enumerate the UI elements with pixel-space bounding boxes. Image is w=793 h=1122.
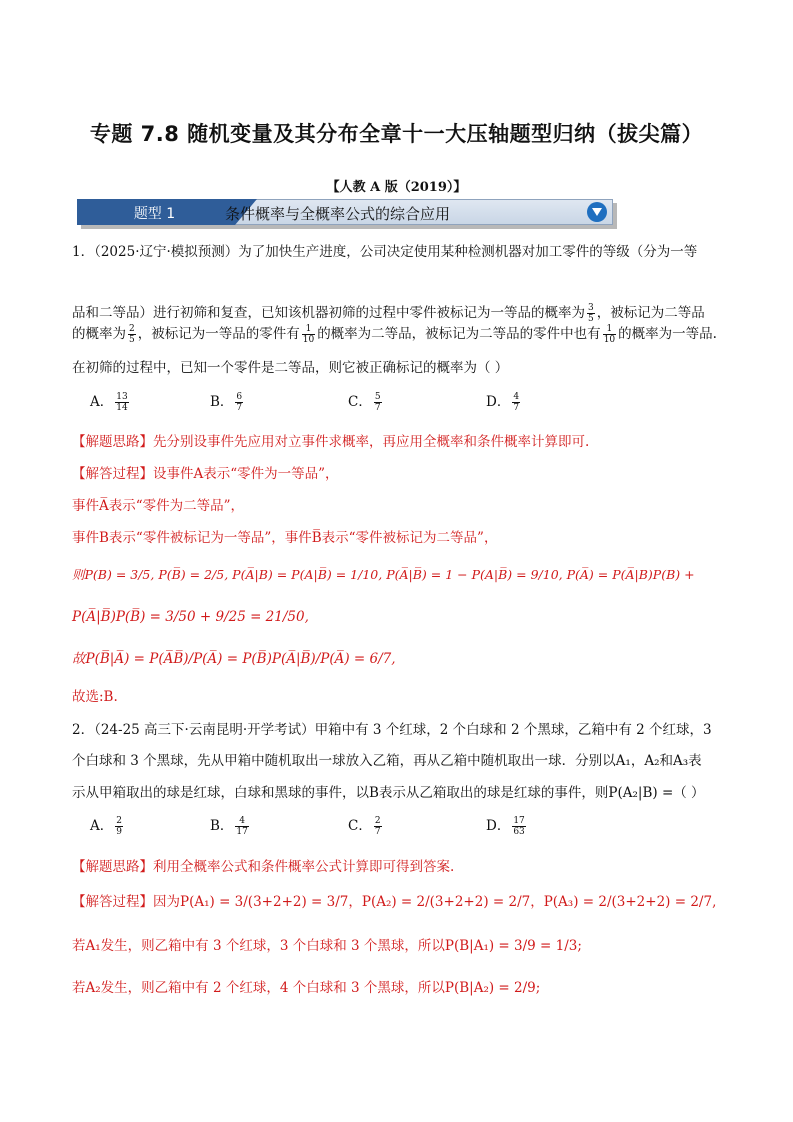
section-banner xyxy=(77,199,613,225)
denominator: 63 xyxy=(513,827,525,837)
q2-line2: 个白球和 3 个黑球，先从甲箱中随机取出一球放入乙箱，再从乙箱中随机取出一球．分别以A₁，A₂和A₃表 xyxy=(72,753,702,769)
q1-solution-step5: P(A̅|B̅)P(B̅) = 3/50 + 9/25 = 21/50, xyxy=(72,609,309,625)
q2-solution-idea: 【解题思路】利用全概率公式和条件概率公式计算即可得到答案. xyxy=(72,859,455,875)
chevron-down-circle-icon[interactable] xyxy=(587,202,607,222)
option-label: A． xyxy=(90,394,114,410)
denominator: 7 xyxy=(236,403,243,413)
q1-line3 xyxy=(72,324,717,345)
fraction xyxy=(235,816,248,837)
option-label: D． xyxy=(486,818,511,834)
section-tab-label: 题型 1 xyxy=(133,206,176,222)
q2-solution-step2: 若A₁发生，则乙箱中有 3 个红球，3 个白球和 3 个黑球，所以P(B|A₁) = 3/9 = 1/3; xyxy=(72,938,582,954)
q2-solution-step3: 若A₂发生，则乙箱中有 2 个红球，4 个白球和 3 个黑球，所以P(B|A₂) = 2/9; xyxy=(72,980,541,996)
q1-line2 xyxy=(72,303,705,324)
option-label: B． xyxy=(210,394,234,410)
numerator: 3 xyxy=(588,303,594,313)
option-label: A． xyxy=(90,818,114,834)
option-label: C． xyxy=(348,394,372,410)
q2-line3: 示从甲箱取出的球是红球，白球和黑球的事件，以B表示从乙箱取出的球是红球的事件，则P(A₂|B) =（ ） xyxy=(72,785,705,801)
denominator: 5 xyxy=(588,314,594,324)
numerator: 17 xyxy=(513,816,525,826)
fraction xyxy=(302,324,315,345)
page-title: 专题 7.8 随机变量及其分布全章十一大压轴题型归纳（拔尖篇） xyxy=(89,122,704,146)
fraction xyxy=(603,324,616,345)
denominator: 10 xyxy=(603,335,616,345)
q1-solution-step2: 事件A̅表示“零件为二等品”， xyxy=(72,498,245,514)
q1-solution-step3: 事件B表示“零件被标记为一等品”，事件B̅表示“零件被标记为二等品”， xyxy=(72,530,498,546)
numerator: 2 xyxy=(129,324,135,334)
numerator: 1 xyxy=(302,324,315,335)
q2-solution-step1: 【解答过程】因为P(A₁) = 3/(3+2+2) = 3/7，P(A₂) = 2/(3+2+2) = 2/7，P(A₃) = 2/(3+2+2) = 2/7, xyxy=(72,894,717,910)
q1-option-c[interactable] xyxy=(348,392,384,413)
numerator: 5 xyxy=(374,392,381,402)
q1-line2-text: 品和二等品）进行初筛和复查，已知该机器初筛的过程中零件被标记为一等品的概率为 xyxy=(72,305,585,321)
q1-line3-b: ，被标记为一等品的零件有 xyxy=(137,326,300,342)
q1-line3-a: 的概率为 xyxy=(72,326,126,342)
fraction xyxy=(587,303,595,324)
fraction xyxy=(115,816,123,837)
q1-line3-c: 的概率为二等品，被标记为二等品的零件中也有 xyxy=(317,326,601,342)
q1-line1: 1．（2025·辽宁·模拟预测）为了加快生产进度，公司决定使用某种检测机器对加工零件的等级（分为一等 xyxy=(72,244,698,260)
fraction xyxy=(128,324,136,345)
option-label: C． xyxy=(348,818,372,834)
edition-label: 【人教 A 版（2019）】 xyxy=(326,180,467,195)
q2-option-d[interactable] xyxy=(486,816,528,837)
numerator: 2 xyxy=(374,816,381,826)
fraction xyxy=(374,392,382,413)
q1-line3-d: 的概率为一等品. xyxy=(618,326,717,342)
q1-line4: 在初筛的过程中，已知一个零件是二等品，则它被正确标记的概率为（ ） xyxy=(72,360,509,376)
q1-solution-step1: 【解答过程】设事件A表示“零件为一等品”， xyxy=(72,466,339,482)
q1-line2-tail: ，被标记为二等品 xyxy=(596,305,705,321)
q1-solution-step6: 故P(B̅|A̅) = P(A̅B̅)/P(A̅) = P(B̅)P(A̅|B̅)/P(A̅) = 6/7, xyxy=(72,651,396,667)
fraction xyxy=(115,392,128,413)
numerator: 1 xyxy=(603,324,616,335)
q1-answer: 故选:B. xyxy=(72,689,118,705)
option-label: B． xyxy=(210,818,234,834)
q2-option-b[interactable] xyxy=(210,816,251,837)
denominator: 10 xyxy=(302,335,315,345)
numerator: 4 xyxy=(513,392,520,402)
denominator: 17 xyxy=(236,827,248,837)
q1-solution-idea: 【解题思路】先分别设事件先应用对立事件求概率，再应用全概率和条件概率计算即可. xyxy=(72,434,590,450)
option-label: D． xyxy=(486,394,511,410)
numerator: 6 xyxy=(236,392,243,402)
numerator: 4 xyxy=(235,816,248,827)
denominator: 14 xyxy=(116,403,128,413)
section-title: 条件概率与全概率公式的综合应用 xyxy=(225,205,451,223)
q2-option-a[interactable] xyxy=(90,816,125,837)
fraction xyxy=(374,816,382,837)
q2-line1: 2．（24-25 高三下·云南昆明·开学考试）甲箱中有 3 个红球，2 个白球和 2 个黑球，乙箱中有 2 个红球，3 xyxy=(72,722,712,738)
q1-option-a[interactable] xyxy=(90,392,131,413)
denominator: 7 xyxy=(513,403,520,413)
q1-solution-step4: 则P(B) = 3/5, P(B̅) = 2/5, P(A̅|B) = P(A|B̅) = 1/10, P(A̅|B̅) = 1 − P(A|B̅) = 9/10, P(A̅) = P(A̅|B)P(B) + xyxy=(72,567,695,582)
fraction xyxy=(512,816,525,837)
denominator: 9 xyxy=(116,827,122,837)
q2-option-c[interactable] xyxy=(348,816,384,837)
numerator: 2 xyxy=(116,816,122,826)
fraction xyxy=(235,392,243,413)
q1-option-b[interactable] xyxy=(210,392,245,413)
q1-option-d[interactable] xyxy=(486,392,522,413)
denominator: 7 xyxy=(374,403,381,413)
denominator: 5 xyxy=(129,335,135,345)
denominator: 7 xyxy=(374,827,381,837)
fraction xyxy=(512,392,520,413)
numerator: 13 xyxy=(116,392,128,402)
